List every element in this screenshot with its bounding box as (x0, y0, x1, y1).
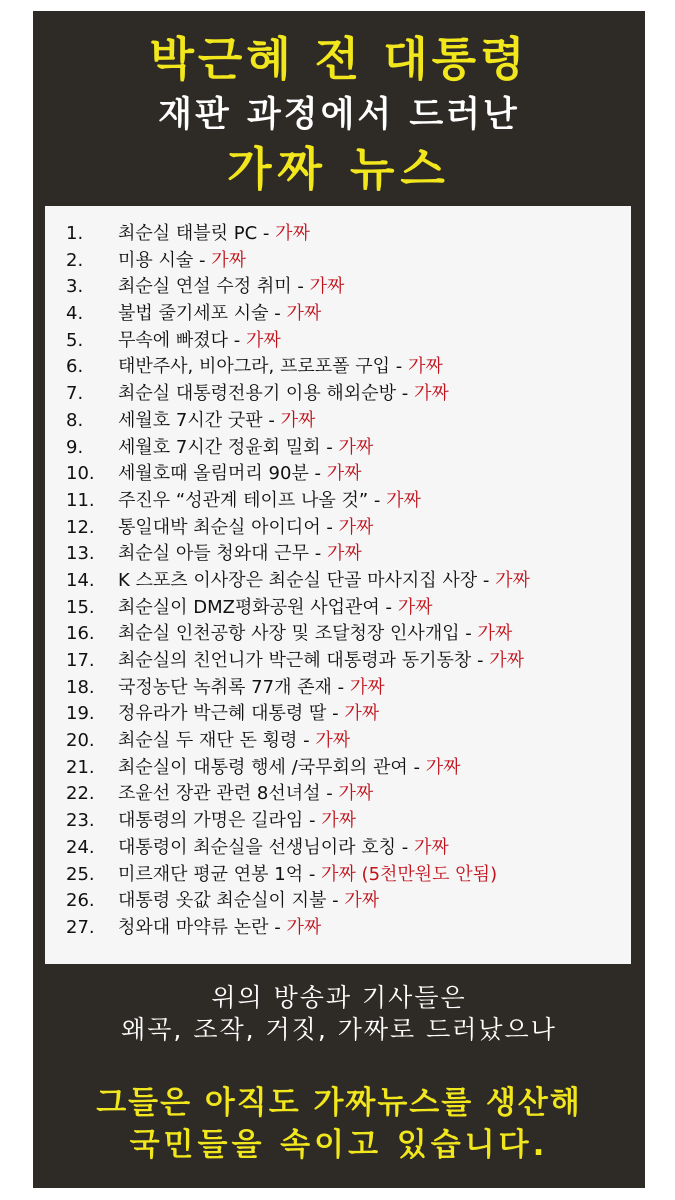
footer-line-4: 국민들을 속이고 있습니다. (129, 1127, 549, 1163)
list-item-text (118, 888, 379, 915)
list-item-text (118, 648, 524, 675)
list-item (45, 675, 631, 702)
list-item (45, 648, 631, 675)
list-item-claim: 세월호 7시간 굿판 - (118, 409, 281, 431)
list-item (45, 515, 631, 542)
list-item-verdict: 가짜 (280, 409, 316, 431)
list-item-number: 23. (66, 810, 95, 832)
list-item-text (118, 862, 497, 889)
list-item-number: 18. (66, 676, 95, 698)
list-item-claim: K 스포츠 이사장은 최순실 단골 마사지집 사장 - (118, 569, 496, 591)
list-item-number: 27. (66, 916, 95, 938)
list-item (45, 621, 631, 648)
list-item-number: 22. (66, 783, 95, 805)
list-item-text (118, 621, 512, 648)
list-item-verdict: 가짜 (286, 303, 322, 325)
fake-news-poster (33, 11, 645, 1188)
list-item-verdict: 가짜 (275, 223, 310, 244)
list-item-text (118, 408, 315, 435)
list-item-verdict: 가짜 (386, 489, 421, 511)
headline-title: 박근혜 전 대통령 (149, 32, 529, 86)
list-item-text (118, 435, 373, 462)
list-item (45, 354, 631, 381)
list-item-text (118, 568, 530, 595)
list-item-number: 24. (66, 836, 95, 858)
list-item-text (118, 755, 461, 782)
list-item-claim: 세월호때 올림머리 90분 - (118, 463, 327, 485)
list-item-verdict: 가짜 (349, 676, 385, 698)
list-item (45, 888, 631, 915)
list-item-claim: 미용 시술 - (118, 249, 212, 271)
list-item-text (118, 381, 449, 408)
list-item-verdict: 가짜 (246, 329, 281, 351)
list-item-number: 15. (66, 596, 95, 618)
list-item-number: 5. (66, 329, 84, 351)
list-item-claim: 최순실의 친언니가 박근혜 대통령과 동기동창 - (118, 650, 490, 671)
list-item-claim: 최순실 태블릿 PC - (118, 223, 276, 244)
list-item-text (118, 488, 421, 515)
list-item (45, 541, 631, 568)
list-item-verdict: 가짜 (5천만원도 안됨) (321, 863, 498, 885)
list-item-verdict: 가짜 (344, 890, 380, 912)
list-item-claim: 최순실이 대통령 행세 /국무회의 관여 - (118, 756, 426, 778)
list-item (45, 248, 631, 275)
headline-fake-news: 가짜 뉴스 (227, 142, 451, 196)
list-item-claim: 최순실 연설 수정 취미 - (118, 276, 310, 298)
list-item (45, 835, 631, 862)
list-item-claim: 대통령의 가명은 길라임 - (118, 810, 322, 832)
list-item-text (118, 728, 350, 755)
list-item-claim: 미르재단 평균 연봉 1억 - (118, 863, 322, 885)
list-item-text (118, 328, 281, 355)
list-item-number: 16. (66, 623, 95, 645)
list-item-text (118, 675, 385, 702)
list-item-number: 25. (66, 863, 95, 885)
list-item-claim: 조윤선 장관 관련 8선녀설 - (118, 783, 339, 805)
list-item-claim: 최순실 아들 청와대 근무 - (118, 543, 327, 565)
list-item-number: 12. (66, 516, 95, 538)
list-item-number: 11. (66, 489, 95, 511)
list-item-verdict: 가짜 (495, 569, 530, 591)
list-item-number: 14. (66, 569, 95, 591)
list-item-number: 2. (66, 249, 84, 271)
list-item (45, 915, 631, 942)
list-item-verdict: 가짜 (315, 730, 351, 752)
list-item (45, 301, 631, 328)
list-item-text (118, 595, 433, 622)
list-item (45, 862, 631, 889)
list-item-number: 19. (66, 703, 95, 725)
list-item-number: 1. (66, 223, 84, 244)
list-item-number: 10. (66, 463, 95, 485)
list-item-text (118, 301, 321, 328)
list-item-verdict: 가짜 (344, 703, 380, 725)
list-item-claim: 최순실 인천공항 사장 및 조달청장 인사개입 - (118, 623, 478, 645)
list-item-claim: 불법 줄기세포 시술 - (118, 303, 287, 325)
list-item (45, 488, 631, 515)
footer-line-1: 위의 방송과 기사들은 (211, 983, 467, 1012)
list-item (45, 381, 631, 408)
list-item (45, 221, 631, 248)
list-item-verdict: 가짜 (211, 249, 246, 271)
list-item-number: 20. (66, 730, 95, 752)
list-item-text (118, 808, 356, 835)
list-item-claim: 최순실이 DMZ평화공원 사업관여 - (118, 596, 398, 618)
list-item-text (118, 915, 321, 942)
list-item-verdict: 가짜 (338, 783, 374, 805)
list-item-verdict: 가짜 (397, 596, 433, 618)
list-item-verdict: 가짜 (326, 543, 362, 565)
list-item-claim: 대통령 옷값 최순실이 지불 - (118, 890, 345, 912)
list-item-verdict: 가짜 (338, 516, 374, 538)
list-item-claim: 태반주사, 비아그라, 프로포폴 구입 - (118, 356, 408, 378)
list-item-number: 4. (66, 303, 84, 325)
list-item-verdict: 가짜 (338, 436, 374, 458)
list-item (45, 701, 631, 728)
list-item (45, 781, 631, 808)
headline-subtitle: 재판 과정에서 드러난 (158, 95, 520, 135)
list-item (45, 435, 631, 462)
list-item (45, 568, 631, 595)
list-item-number: 9. (66, 436, 84, 458)
list-item (45, 274, 631, 301)
list-item-verdict: 가짜 (309, 276, 345, 298)
list-item-claim: 최순실 두 재단 돈 횡령 - (118, 730, 316, 752)
list-item-number: 7. (66, 383, 84, 405)
list-item-claim: 대통령이 최순실을 선생님이라 호칭 - (118, 836, 414, 858)
list-item-text (118, 274, 344, 301)
list-item-verdict: 가짜 (413, 836, 449, 858)
list-item (45, 461, 631, 488)
list-item (45, 755, 631, 782)
list-item-claim: 무속에 빠졌다 - (118, 329, 246, 351)
list-item-verdict: 가짜 (407, 356, 443, 378)
list-item-number: 26. (66, 890, 95, 912)
list-item (45, 595, 631, 622)
list-item-claim: 세월호 7시간 정윤회 밀회 - (118, 436, 339, 458)
list-item-claim: 정유라가 박근혜 대통령 딸 - (118, 703, 345, 725)
list-item-text (118, 541, 362, 568)
list-item-text (118, 461, 362, 488)
list-item-verdict: 가짜 (321, 810, 357, 832)
list-item-text (118, 701, 379, 728)
list-item-number: 6. (66, 356, 84, 378)
list-item-claim: 청와대 마약류 논란 - (118, 916, 287, 938)
list-item-text (118, 835, 449, 862)
list-item-verdict: 가짜 (477, 623, 513, 645)
list-item-number: 13. (66, 543, 95, 565)
list-item (45, 328, 631, 355)
list-item-text (118, 354, 443, 381)
list-item (45, 408, 631, 435)
list-item-text (118, 248, 246, 275)
list-item-verdict: 가짜 (425, 756, 461, 778)
list-item (45, 808, 631, 835)
list-item-text (118, 221, 310, 248)
list-item-claim: 국정농단 녹취록 77개 존재 - (118, 676, 350, 698)
list-item-number: 17. (66, 650, 95, 671)
fake-news-list-panel (45, 206, 631, 964)
list-item-verdict: 가짜 (326, 463, 362, 485)
list-item-number: 8. (66, 409, 84, 431)
list-item-claim: 주진우 “성관계 테이프 나올 것” - (118, 489, 387, 511)
list-item-verdict: 가짜 (413, 383, 449, 405)
list-item-claim: 통일대박 최순실 아이디어 - (118, 516, 339, 538)
footer-line-3: 그들은 아직도 가짜뉴스를 생산해 (96, 1085, 582, 1121)
list-item-text (118, 781, 373, 808)
list-item-claim: 최순실 대통령전용기 이용 해외순방 - (118, 383, 414, 405)
list-item-verdict: 가짜 (489, 650, 524, 671)
list-item-verdict: 가짜 (286, 916, 322, 938)
list-item-number: 3. (66, 276, 84, 298)
list-item (45, 728, 631, 755)
list-item-text (118, 515, 373, 542)
list-item-number: 21. (66, 756, 95, 778)
fake-news-list (45, 221, 631, 942)
footer-line-2: 왜곡, 조작, 거짓, 가짜로 드러났으나 (121, 1015, 557, 1044)
